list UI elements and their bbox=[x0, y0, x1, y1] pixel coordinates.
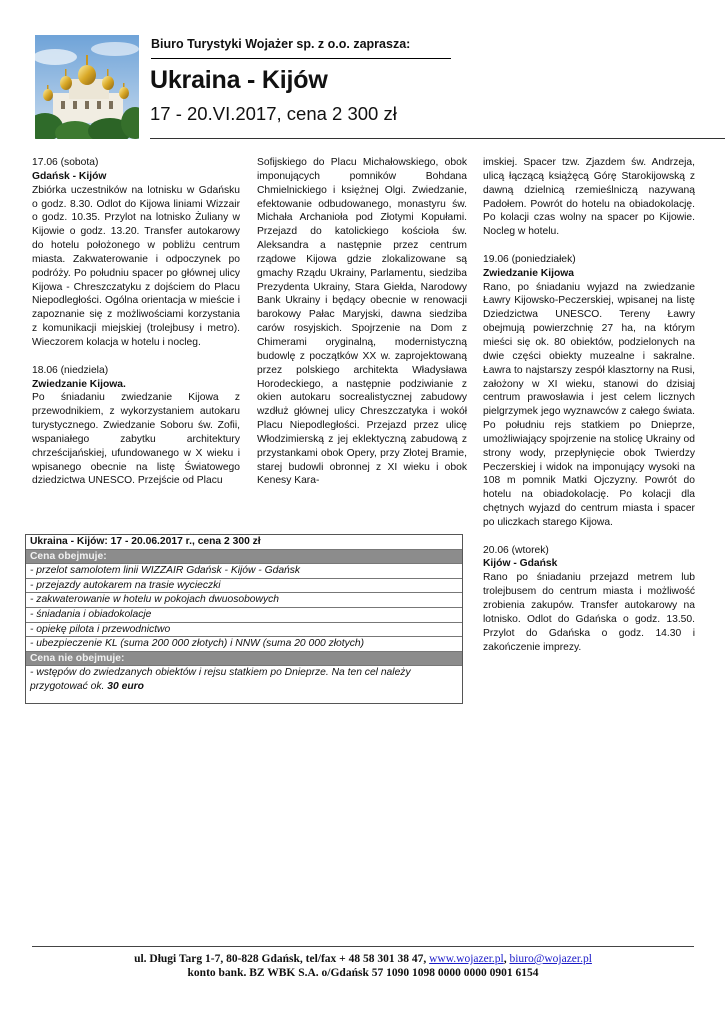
day-heading: Zwiedzanie Kijowa bbox=[483, 267, 574, 279]
included-item: - zakwaterowanie w hotelu w pokojach dwuosobowych bbox=[26, 593, 462, 608]
included-item: - przejazdy autokarem na trasie wycieczki bbox=[26, 579, 462, 594]
page-subtitle: 17 - 20.VI.2017, cena 2 300 zł bbox=[150, 103, 397, 124]
website-link[interactable]: www.wojazer.pl bbox=[429, 953, 504, 965]
day-heading: Gdańsk - Kijów bbox=[32, 170, 107, 182]
price-box-header: Ukraina - Kijów: 17 - 20.06.2017 r., cena 2 300 zł bbox=[26, 535, 462, 550]
program-text: imskiej. Spacer tzw. Zjazdem św. Andrzeja, ulicą łączącą książęcą Górę Starokijowską z dawną dzielnicą rzemieślniczą nazywaną Padołem. Powrót do hotelu na obiadokolację. Po kolacji czas wolny na spacer po Kijowie. Nocleg w hotelu. bbox=[483, 157, 695, 238]
paragraph-gap bbox=[32, 350, 240, 364]
included-label: Cena obejmuje: bbox=[26, 550, 462, 565]
excluded-amount: 30 euro bbox=[107, 681, 144, 693]
program-text: Rano, po śniadaniu wyjazd na zwiedzanie Ławry Kijowsko-Peczerskiej, wpisanej na listę Dziedzictwa UNESCO. Tereny Ławry obejmują powierzchnię 27 ha, na którym mieści się ok. 80 obiektów, podzielonych na dwie części obiekty muzealne i sakralne. Ławra to najstarszy zespół klasztorny na Rusi, założony w XI wieku, stanowi do dzisiaj centrum prawosławia i jest celem licznych pielgrzymek jego wyznawców z całego świata. Po południu rejs statkiem po Dnieprze, umożliwiający spojrzenie na stolicę Ukrainy od strony wody, przepłynięcie obok Twierdzy Peczerskiej i widok na imponujący wysoki na 108 m pomnik Matki Ojczyzny. Powrót do hotelu na obiadokolację. Po kolacji dla chętnych wyjazd do centrum miasta i spacer po uliczkach starego Kijowa. bbox=[483, 281, 695, 528]
email-link[interactable]: biuro@wojazer.pl bbox=[509, 953, 592, 965]
paragraph-gap bbox=[483, 239, 695, 253]
program-text: 18.06 (niedziela) bbox=[32, 364, 109, 376]
footer-separator: , bbox=[503, 953, 507, 965]
page-title: Ukraina - Kijów bbox=[150, 66, 328, 94]
footer-bank-account: konto bank. BZ WBK S.A. o/Gdańsk 57 1090 1098 0000 0000 0901 6154 bbox=[187, 967, 539, 979]
excluded-text: - wstępów do zwiedzanych obiektów i rejsu statkiem po Dnieprze. Na ten cel należy przygotować ok. bbox=[30, 667, 411, 693]
included-item: - opiekę pilota i przewodnictwo bbox=[26, 623, 462, 638]
paragraph-gap bbox=[483, 530, 695, 544]
program-text: 17.06 (sobota) bbox=[32, 157, 99, 168]
program-text: 19.06 (poniedziałek) bbox=[483, 253, 576, 265]
footer bbox=[32, 952, 694, 980]
company-heading: Biuro Turystyki Wojażer sp. z o.o. zaprasza: bbox=[151, 37, 411, 51]
excluded-label: Cena nie obejmuje: bbox=[26, 652, 462, 667]
kiev-monastery-photo bbox=[35, 35, 139, 139]
excluded-item bbox=[26, 666, 462, 696]
program-text: Zbiórka uczestników na lotnisku w Gdańsku o godz. 8.30. Odlot do Kijowa liniami Wizzair o godz. 10.35. Przylot na lotnisko Żuliany w Kijowie o godz. 13.20. Transfer autokarowy do hotelu położonego w pobliżu centrum miasta. Zakwaterowanie i odpoczynek po podróży. Po południu spacer po głównej ulicy Kijowa - Chreszczatyku z dojściem do Placu Niepodległości. Ogólna orientacja w mieście i zapoznanie się z możliwościami korzystania z komunikacji miejskiej (trolejbusy i metro). Wieczorem kolacja w hotelu i nocleg. bbox=[32, 184, 240, 348]
footer-address: ul. Długi Targ 1-7, 80-828 Gdańsk, tel/fax + 48 58 301 38 47, bbox=[134, 953, 427, 965]
program-column-2 bbox=[257, 156, 467, 488]
included-item: - ubezpieczenie KL (suma 200 000 złotych) i NNW (suma 20 000 złotych) bbox=[26, 637, 462, 652]
program-text: Po śniadaniu zwiedzanie Kijowa z przewodnikiem, z wykorzystaniem autokaru turystycznego. Zwiedzanie Soboru św. Zofii, wspaniałego zabytku architektury chrześcijańskiej, ufundowanego w X wieku i wpisanego obecnie na listę Światowego dziedzictwa UNESCO. Przejście od Placu bbox=[32, 392, 240, 487]
price-info-box bbox=[25, 534, 463, 704]
footer-divider bbox=[32, 946, 694, 947]
included-item: - śniadania i obiadokolacje bbox=[26, 608, 462, 623]
included-item: - przelot samolotem linii WIZZAIR Gdańsk - Kijów - Gdańsk bbox=[26, 564, 462, 579]
program-text: 20.06 (wtorek) bbox=[483, 544, 549, 556]
day-heading: Zwiedzanie Kijowa. bbox=[32, 378, 126, 390]
program-text: Rano po śniadaniu przejazd metrem lub trolejbusem do centrum miasta i możliwość zrobienia zakupów. Transfer autokarowy na lotnisko. Odlot do Gdańska o godz. 13.50. Przylot do Gdańska o godz. 14.30 i zakończenie imprezy. bbox=[483, 572, 695, 653]
day-heading: Kijów - Gdańsk bbox=[483, 558, 558, 570]
program-column-1 bbox=[32, 156, 240, 488]
program-column-3 bbox=[483, 156, 695, 654]
footer-address-line bbox=[32, 952, 694, 966]
header-divider bbox=[151, 58, 451, 59]
program-text: Sofijskiego do Placu Michałowskiego, obok imponujących pomników Bohdana Chmielnickiego i księżnej Olgi. Zwiedzanie, efektowanie odbudowanego, monastyru św. Michała Archanioła pod Złotymi Kopułami. Przejazd do katolickiego kościoła św. Aleksandra a następnie przez centrum rządowe Kijowa gdzie zlokalizowane są gmachy Rządu Ukrainy, Parlamentu, siedziba Prezydenta Ukrainy, Stara Giełda, Narodowy Bank Ukrainy i będący obecnie w renowacji barokowy Pałac Maryjski, dawna siedziba carów rosyjskich. Spojrzenie na Dom z Chimerami oryginalną, modernistyczną budowlę z początków XX w. zaprojektowaną przez polskiego architekta Władysława Horodeckiego, a następnie podziwianie z okien autokaru socrealistycznej zabudowy wzdłuż głównej ulicy Chreszczatyka i wokół Placu Niepodległości. Przejazd przez ulicę Włodzimierską z jej eklektyczną zabudową z przystankami obok Opery, przy Złotej Bramie, starej budowli obronnej z XI wieku i obok Kenesy Kara- bbox=[257, 157, 467, 487]
title-divider bbox=[150, 138, 725, 139]
